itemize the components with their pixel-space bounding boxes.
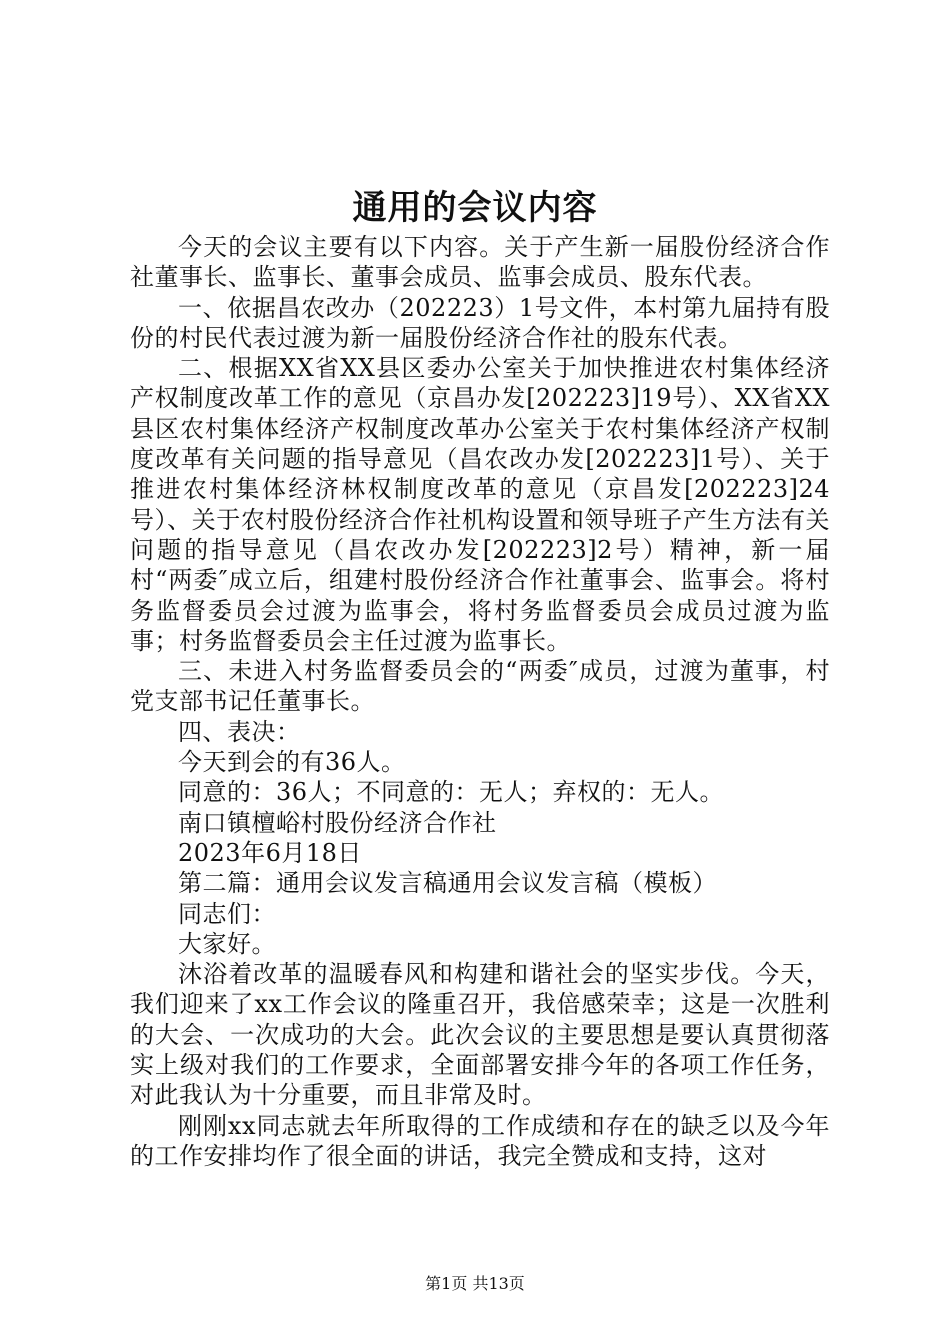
page-footer: 第1页 共13页 <box>425 1274 525 1293</box>
document-title: 通用的会议内容 <box>352 188 598 228</box>
document-body <box>130 232 830 1171</box>
paragraph: 同意的：36人；不同意的：无人；弃权的：无人。 <box>178 778 725 807</box>
paragraph: 大家好。 <box>178 929 276 958</box>
paragraph: 今天到会的有36人。 <box>178 748 406 777</box>
paragraph: 四、表决： <box>178 717 301 746</box>
paragraph: 沐浴着改革的温暖春风和构建和谐社会的坚实步伐。今天，我们迎来了xx工作会议的隆重召开，我倍感荣幸；这是一次胜利的大会、一次成功的大会。此次会议的主要思想是要认真贯彻落实上级对我们的工作要求，全面部署安排今年的各项工作任务，对此我认为十分重要，而且非常及时。 <box>130 960 830 1110</box>
paragraph: 第二篇：通用会议发言稿通用会议发言稿（模板） <box>178 869 717 898</box>
paragraph: 2023年6月18日 <box>178 838 362 867</box>
paragraph: 三、未进入村务监督委员会的“两委″成员，过渡为董事，村党支部书记任董事长。 <box>130 657 830 716</box>
paragraph: 今天的会议主要有以下内容。关于产生新一届股份经济合作社董事长、监事长、董事会成员、监事会成员、股东代表。 <box>130 233 830 292</box>
paragraph: 刚刚xx同志就去年所取得的工作成绩和存在的缺乏以及今年的工作安排均作了很全面的讲话，我完全赞成和支持，这对 <box>130 1111 830 1170</box>
paragraph: 二、根据XX省XX县区委办公室关于加快推进农村集体经济产权制度改革工作的意见（京昌办发[202223]19号）、XX省XX县区农村集体经济产权制度改革办公室关于农村集体经济产权制度改革有关问题的指导意见（昌农改办发[202223]1号）、关于推进农村集体经济林权制度改革的意见（京昌发[202223]24号）、关于农村股份经济合作社机构设置和领导班子产生方法有关问题的指导意见（昌农改办发[202223]2号）精神，新一届村“两委″成立后，组建村股份经济合作社董事会、监事会。将村务监督委员会过渡为监事会，将村务监督委员会成员过渡为监事；村务监督委员会主任过渡为监事长。 <box>130 354 830 655</box>
paragraph: 一、依据昌农改办（202223）1号文件，本村第九届持有股份的村民代表过渡为新一届股份经济合作社的股东代表。 <box>130 293 830 352</box>
paragraph: 同志们： <box>178 899 276 928</box>
paragraph: 南口镇檀峪村股份经济合作社 <box>178 808 497 837</box>
